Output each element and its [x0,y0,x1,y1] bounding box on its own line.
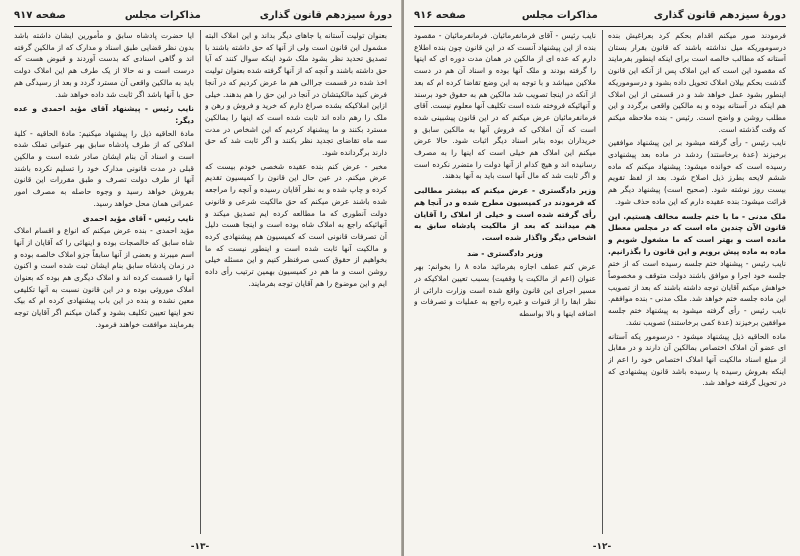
speaker-heading: نایب رئیس - آقای مؤید احمدی [82,213,194,223]
paragraph: فرمودند صور میکنم اقدام بحکم کرد بعراغیش بنده درسوموریکه میل نداشته باشند که قانون بقرار بستان آستانه که مطالب خالصه است برای اینکه اینطور بفرمایند که مقصود این است که این املاک پس از آنکه این قانون گذشت بحکم بیلان املاک تحویل داده بشود و درسوموریکه اینطور بشود عمل خواهد شد و در قسمتی از این املاک هم اینکه در آستانه بوده و به مالکین واقعی برگردد و این مطلب روشن و واضح است. رئیس - بنده ملاحظه میکنم که وقت گذشته است. [608,31,786,134]
page-footer-number: -۱۳- [190,542,210,552]
column-divider [602,30,603,534]
paragraph: بعنوان تولیت آستانه یا جاهای دیگر بداند و این املاک البته مشمول این قانون است ولی از آنها که حق داشته باشند با تصدیق تحدید نظر بشود ملک شود اینکه سوال کنند که آیا حق داشته باشند و آنچه که از آنها گرفته شده بعنوان تولیت اخذ شده در قسمت جراالی هم ما عرض کردیم که در آنجا فرض کنید مالکیتشان در آنجا در این حق را هم بدهند. خیلی ازاین املاکیکه بشده صراغ دارم که خرید و فروش و رهن و ملک را رهم داده اند ثابت شده است که اینها را بمالکین مسترد بکنند و ما پیشنهاد کردیم که این اشخاص در مدت سه ماه تقاضای تجدید نظر بکنند و اگر ثابت شد که حق دارند برگردانده شود. [205,31,387,158]
section-heading: وزیر دادگستری - ضد [467,248,543,258]
speaker-heading: نایب رئیس - پیشنهاد آقای مؤید احمدی و عده دیگر: [14,104,194,125]
paragraph: ماده الحاقیه ذیل پیشنهاد میشود - درسومور یکه آستانه ای عضو آن املاک اختصاص بمالکین آن دارند و در مقابل از مبلغ اسناد مالکیت آنها املاک اختصاص خود را اعم از اینکه بفروش رسیده یا رسیده باشد قانون پیشنهادی که در تحویل گرفته خواهد شد. [608,331,786,388]
page-number: صفحه ۹۱۶ [414,9,466,21]
session-title: دورهٔ سیزدهم قانون گذاری [653,9,786,21]
header-rule [14,26,392,27]
paragraph: ایا حضرت پادشاه سابق و مأمورین ایشان داشته باشد بدون نظر قضایی طبق اسناد و مدارک که از مالکین گرفته اند و گاهی اسنادی که بدست آوردند و قبوض هست که درست است و نه حالا از یک طرف هم این املاک دولت باید به مالکین واقعی آن مسترد گردد و بعد از رسیدگی هم حق با آنها باشد اگر ثابت شد داده خواهد شد. [14,31,194,99]
page-header [414,6,786,24]
speaker-heading: ملک مدنی - ما با ختم جلسه مخالف هستیم. این قانون الآن چندین ماه است که در مجلس معطل مانده است و بهتر است که ما مشغول شویم و ماده به ماده پیش برویم و این قانون را بگذرانیم. [608,211,786,256]
right-page [404,0,800,556]
paragraph: عرض کنم عطف اجازه بفرمائید ماده ۸ را بخوانم: بهر عنوان (اعم از مالکیت یا وقفیت) بسبب تعیین املاکیکه در مسیر اجرای این قانون واقع شده است وزارت دارائی از نظر ابقا را از قنوات و غیره راجع به عملیات و تصرفات و اضافه اینها و بالا بواسطه [414,262,596,319]
page-footer-number: -۱۲- [592,542,612,552]
paragraph: مؤید احمدی - بنده عرض میکنم که انواع و اقسام املاک شاه سابق که خالصجات بوده و اینهائی را که آقایان از آنها اسم میبرند و بعضی از آنها سابقاً جزو املاک خالصه بوده و در زمان پادشاه سابق بنام ایشان ثبت شده است و اکنون آنها را قسمت کرده اند و املاک دیگری هم بوده که بعنوان املاک موروثی بوده و در این قانون نسبت به آنها تکلیفی معین نشده و بنده در این باب پیشنهادی کرده ام که بیک نحو اینها تعیین تکلیف بشود و گمان میکنم اگر آقایان توجه بفرمایند موافقت خواهند فرمود. [14,226,194,329]
section-title: مذاکرات مجلس [124,9,201,21]
column-divider [200,30,201,534]
speaker-heading: وزیر دادگستری - عرض میکنم که بیشتر مطالبی که فرمودند در کمیسیون مطرح شده و در آنجا هم رأی گرفته شده است و خیلی از املاک را آقایان هم میدانند که بعد از مالکیت پادشاه سابق به اشخاص دیگر واگذار شده است. [414,186,596,242]
paragraph: نایب رئیس - پیشنهاد ختم جلسه رسیده است که از ختم جلسه خود اجرا و موافق باشند دولت متوقف و مخصوصاً خواهش میکنم آقایان توجه داشته باشند که بعد از تصویب این ماده جلسه ختم خواهد شد. ملک مدنی - بنده موافقم. نایب رئیس - رأی گرفته میشود به پیشنهاد ختم جلسه موافقین برخیزند (عدهٔ کمی برخاستند) تصویب نشد. [608,259,786,327]
paragraph: مخبر - عرض کنم بنده عقیده شخصی خودم بیست که عرض میکنم. در عین حال این قانون را کمیسیون تقدیم کرده و چاپ شده و به نظر آقایان رسیده و آنچه را مراجعه شده باشند عرض میکنم که حق مالکیت شرعی و قانونی دولت آنطوری که ما مطالعه کرده ایم تصدیق میکند و آنهائیکه راجع به املاک شاه بوده است و اینجا هست دلیل آن تصرفات قانونی است که کمیسیون هم پیشنهادی کرده و مالکیت آنها ثابت شده است و اینطور نیست که ما بخواهیم از حقوق کسی صرفنظر کنیم و این مسئله خیلی روشن است و ما هم در کمیسیون بهمین ترتیب رأی داده ایم و این موضوع را هم آقایان توجه بفرمایند. [205,161,387,288]
paragraph: نایب رئیس - رأی گرفته میشود بر این پیشنهاد موافقین برخیزند (عدهٔ برخاستند) ردشد در ماده بعد پیشنهادی رسیده است که خوانده میشود: پیشنهاد میکنم که ماده ششم لایحه بطرز ذیل اصلاح شود. بعد از لفظ تقویم بیست روز نوشته شود. (صحیح است) پیشنهاد دیگر هم قرائت میشود: بنده عقیده دارم که این ماده حذف شود. [608,138,786,206]
text-column-left [414,30,596,538]
paragraph: مادهٔ الحاقیه ذیل را پیشنهاد میکنیم: مادهٔ الحاقیه - کلیهٔ املاکی که از طرف پادشاه سابق بهر عنوانی تملک شده است و اسناد آن بنام ایشان صادر شده است و مالکین قبلی در مدت قانونی مدارک خود را تسلیم نکرده باشند آنها از طرف دولت تصرف و طبق مقررات این قانون بفروش خواهد رسید و وجوه حاصله به مصرف امور عمرانی همان محل خواهد رسید. [14,128,194,208]
page-header [14,6,392,24]
paragraph: نایب رئیس - آقای فرمانفرمائیان. فرمانفرمائیان - مقصود بنده از این پیشنهاد آنست که در این قانون چون بنده اطلاع دارم که عده ای از مالکین در همان مدت دوره ای که اینها را گرفته بودند و ملک آنها بوده و اسناد آن هم در دست ملاکین میباشد و با توجه به این وضع تقاضا کرده ام که بعد از آنکه در اینجا تصویب شد مالکین هم به حقوق خود برسند و آنهائیکه فروخته شده است تکلیف آنها معلوم نیست. آقای فرمانفرمائیان عرض میکنم که در این قانون پیشبینی شده است که آن املاکی که فروش آنها به مالکین سابق و خریداران بوده بنابر اسناد دیگر اثبات شود. حالا عرض میکنم این املاک هم خیلی است که اینها را به مصرف رسانیده اند و هیچ کدام از آنها دولت را متضرر نکرده است و اگر ثابت شد که مال آنها است باید به آنها بدهند. [414,31,596,181]
text-column-left [14,30,194,538]
text-column-right [608,30,786,538]
session-title: دورهٔ سیزدهم قانون گذاری [259,9,392,21]
page-number: صفحه ۹۱۷ [14,9,66,21]
header-rule [414,26,786,27]
section-title: مذاکرات مجلس [521,9,598,21]
text-column-right [205,30,387,538]
